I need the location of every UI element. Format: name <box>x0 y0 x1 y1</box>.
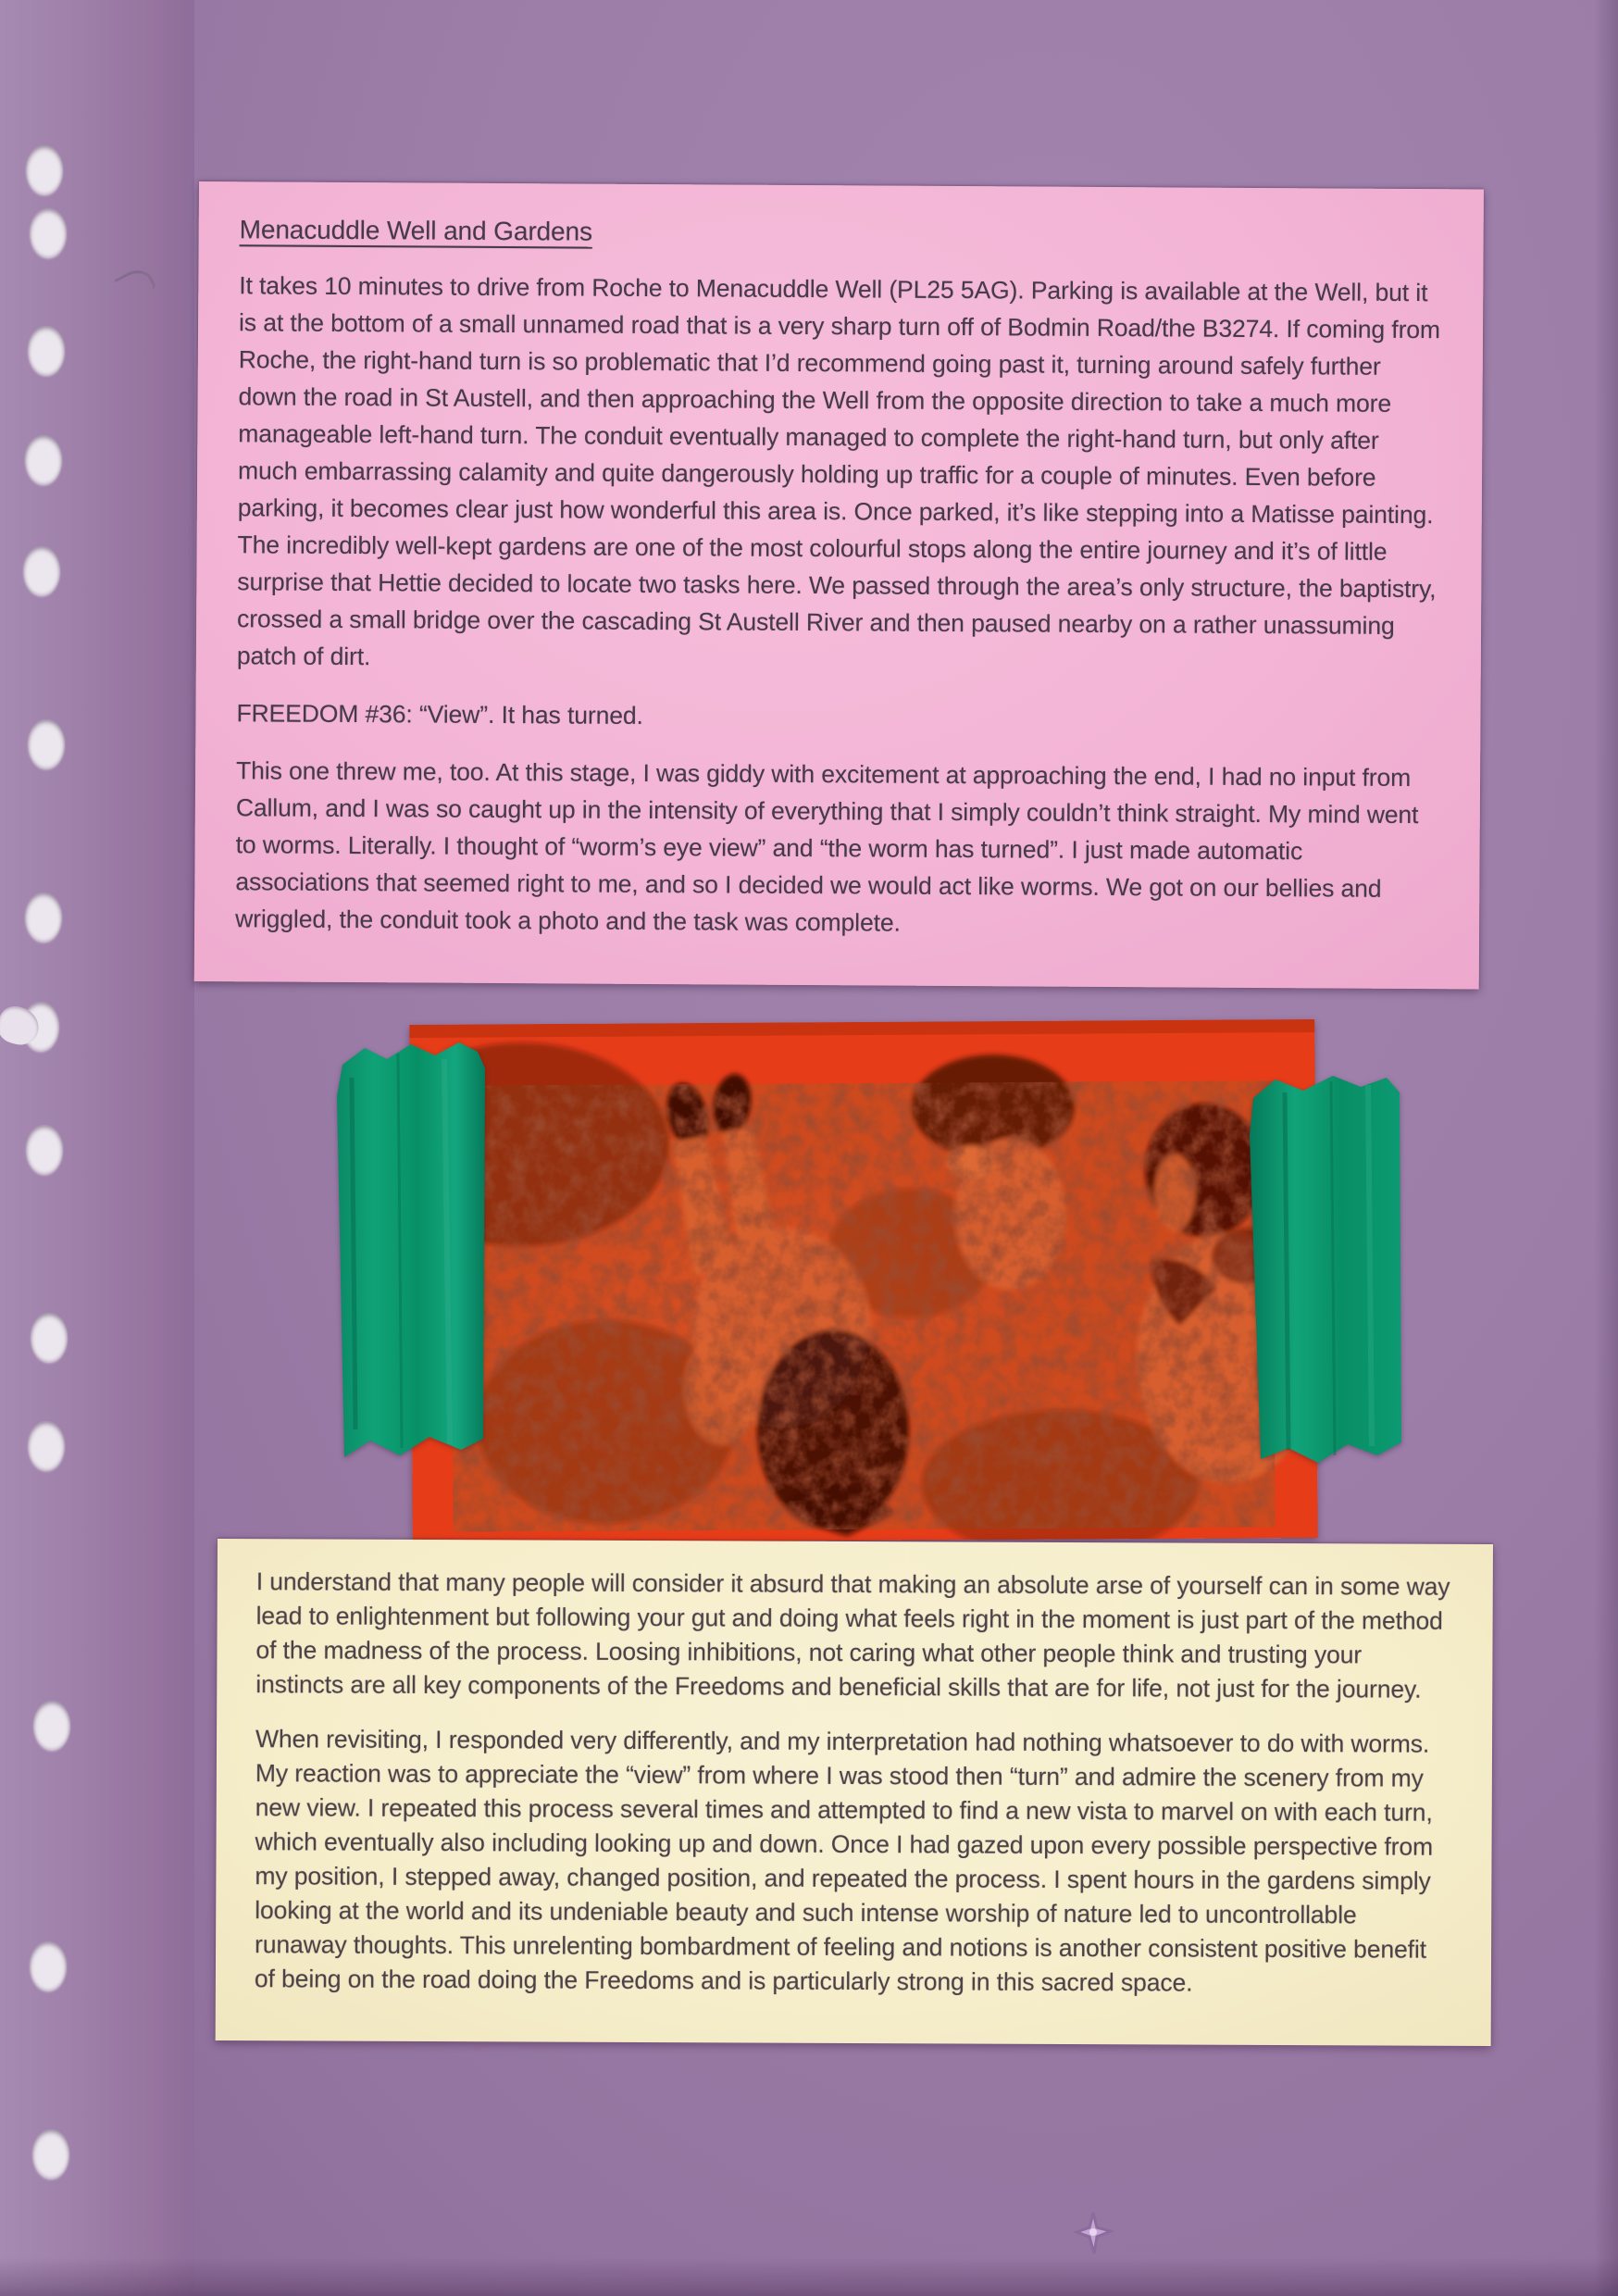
punch-hole <box>31 1313 68 1363</box>
pink-note <box>194 181 1484 989</box>
punch-hole-torn <box>22 1002 59 1052</box>
pink-paragraph-1: It takes 10 minutes to drive from Roche to Menacuddle Well (PL25 5AG). Parking is available at the Well, but it is at the bottom of a small unnamed road that is a very sharp turn off of Bodmin Road/the B3274. If coming from Roche, the right-hand turn is so problematic that I’d recommend going past it, turning around safely further down the road in St Austell, and then approaching the Well from the opposite direction to take a much more manageable left-hand turn. The conduit eventually managed to complete the right-hand turn, but only after much embarrassing calamity and quite dangerously holding up traffic for a couple of minutes. Even before parking, it becomes clear just how wonderful this area is. Once parked, it’s like stepping into a Matisse painting. The incredibly well-kept gardens are one of the most colourful stops along the entire journey and it’s of little surprise that Hettie decided to locate two tasks here. We passed through the area’s only structure, the baptistry, crossed a small bridge over the cascading St Austell River and then paused nearby on a rather unassuming patch of dirt. <box>236 271 1441 671</box>
punch-hole <box>26 1125 63 1175</box>
punch-hole <box>30 208 67 258</box>
cream-paragraph-1: I understand that many people will consider it absurd that making an absolute arse of yourself can in some way lead to enlightenment but following your gut and doing what feels right in the moment is just part of the method of the madness of the process. Loosing inhibitions, not caring what other people think and trusting your instincts are all key components of the Freedoms and beneficial skills that are for life, not just for the journey. <box>255 1567 1450 1703</box>
green-tape-left <box>333 1041 489 1465</box>
punch-hole <box>23 546 60 596</box>
punch-hole <box>25 892 62 942</box>
page-right-edge <box>1594 0 1618 2296</box>
punch-hole <box>28 1421 65 1471</box>
punch-hole <box>28 326 65 376</box>
punch-hole <box>28 719 65 769</box>
punch-hole <box>33 1701 70 1751</box>
punch-hole <box>25 435 62 485</box>
note-title: Menacuddle Well and Gardens <box>239 215 593 246</box>
punch-hole <box>32 2129 69 2179</box>
cream-paragraph-2: When revisiting, I responded very differently, and my interpretation had nothing whatsoever to do with worms. My reaction was to appreciate the “view” from where I was stood then “turn” and admire the scenery from my new view. I repeated this process several times and attempted to find a new vista to marvel on with each turn, which eventually also including looking up and down. Once I had gazed upon every possible perspective from my position, I stepped away, changed position, and repeated the process. I spent hours in the gardens simply looking at the world and its undeniable beauty and such intense worship of nature led to uncontrollable runaway thoughts. This unrelenting bombardment of feeling and notions is another consistent positive benefit of being on the road doing the Freedoms and is particularly strong in this sacred space. <box>254 1725 1434 1997</box>
green-tape-right <box>1248 1070 1405 1470</box>
photo-graphic <box>409 1019 1317 1543</box>
sparkle-mark <box>1072 2209 1114 2257</box>
pink-paragraph-2: This one threw me, too. At this stage, I was giddy with excitement at approaching the end, I had no input from Callum, and I was so caught up in the intensity of everything that I simply couldn’t think straight. My mind went to worms. Literally. I thought of “worm’s eye view” and “the worm has turned”. I just made automatic associations that seemed right to me, and so I decided we would act like worms. We got on our bellies and wriggled, the conduit took a photo and the task was complete. <box>235 756 1419 937</box>
cream-note <box>216 1539 1493 2046</box>
pink-paragraph-freedom: FREEDOM #36: “View”. It has turned. <box>236 699 643 730</box>
red-tinted-photo <box>409 1019 1317 1543</box>
punch-hole <box>26 145 63 195</box>
page-bottom-edge <box>0 2257 1618 2296</box>
punch-hole <box>30 1941 67 1991</box>
